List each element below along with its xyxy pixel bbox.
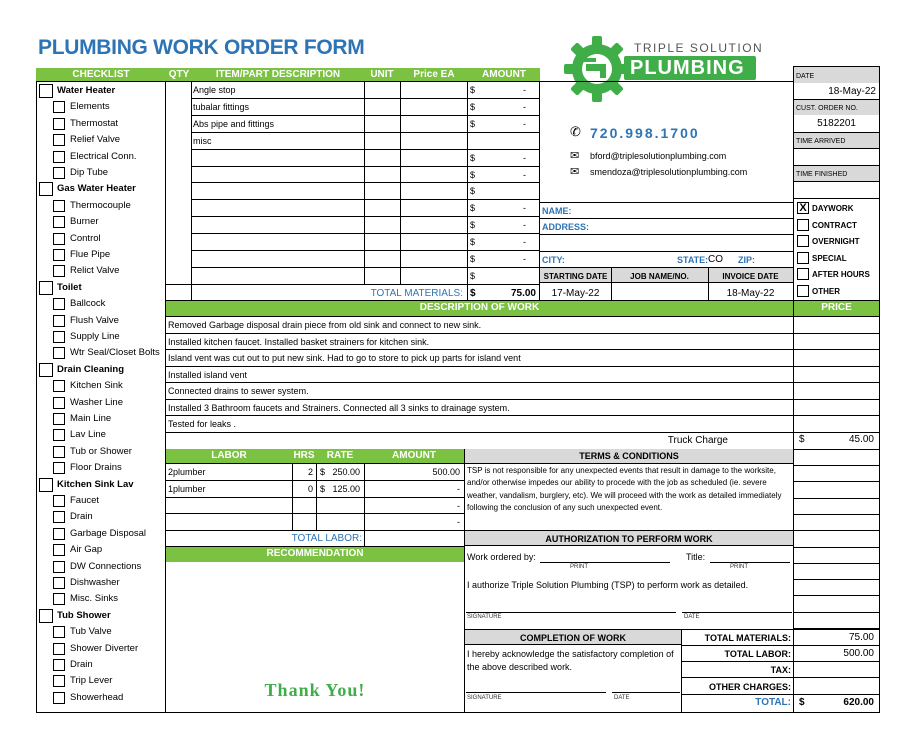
grand-total-label: TOTAL: [755, 697, 791, 708]
customer-city-label: CITY: [542, 255, 565, 265]
row-divider [793, 530, 880, 531]
checklist-checkbox[interactable] [53, 446, 65, 458]
checklist-group-label: Kitchen Sink Lav [57, 478, 134, 490]
phone-number: 720.998.1700 [590, 125, 700, 141]
row-divider [166, 480, 464, 481]
row-divider [191, 267, 540, 268]
checklist-checkbox[interactable] [53, 429, 65, 441]
row-divider [166, 497, 464, 498]
material-currency: $ [470, 152, 476, 163]
checklist-checkbox[interactable] [53, 315, 65, 327]
material-item: misc [193, 135, 212, 146]
job-type-label: OVERNIGHT [812, 237, 860, 246]
description-line: Connected drains to sewer system. [168, 386, 309, 396]
authorization-date-label: DATE [684, 614, 700, 620]
completion-date-label: DATE [614, 695, 630, 701]
checklist-item-label: Relict Valve [70, 265, 120, 277]
totals-tax-label: TAX: [770, 665, 791, 675]
terms-line: following the conclusion of any such unexpected event. [467, 502, 663, 512]
date-value: 18-May-22 [828, 86, 876, 97]
terms-line: TSP is not responsible for any unexpected events that result in damage to the worksite, [467, 466, 776, 475]
job-type-label: OTHER [812, 286, 840, 296]
material-amount: - [523, 118, 526, 129]
labor-name: 2plumber [168, 467, 206, 477]
material-currency: $ [470, 270, 476, 281]
labor-hrs-header: HRS [293, 450, 315, 461]
material-currency: $ [470, 118, 476, 129]
grand-total-cur: $ [799, 697, 805, 708]
material-amount: - [523, 203, 526, 214]
material-amount: - [523, 220, 526, 231]
checklist-checkbox[interactable] [53, 511, 65, 523]
row-divider [166, 463, 464, 464]
checklist-item-label: Relief Valve [70, 134, 120, 146]
row-divider [166, 333, 880, 334]
material-amount: - [523, 254, 526, 264]
checklist-item-label: Dip Tube [70, 167, 109, 178]
row-divider [191, 182, 540, 183]
row-divider [191, 98, 540, 99]
checklist-checkbox[interactable] [53, 528, 65, 540]
material-currency: $ [470, 169, 476, 180]
authorization-text: I authorize Triple Solution Plumbing (TSP) to perform work as detailed. [467, 580, 749, 590]
checklist-checkbox[interactable] [53, 675, 65, 687]
customer-name-label: NAME: [542, 206, 572, 216]
customer-zip-label: ZIP: [738, 255, 755, 265]
checklist-item-label: Supply Line [70, 331, 120, 342]
email-2: smendoza@triplesolutionplumbing.com [590, 167, 748, 177]
description-header: DESCRIPTION OF WORK [166, 300, 793, 316]
total-materials-cur: $ [470, 288, 476, 299]
totals-labor-label: TOTAL LABOR: [724, 649, 791, 659]
job-type-checkbox[interactable] [797, 268, 809, 280]
description-line: Tested for leaks . [168, 419, 237, 429]
checklist-item-label: Floor Drains [70, 462, 122, 474]
invoice-date-value: 18-May-22 [726, 288, 775, 299]
checklist-item-label: Tub or Shower [70, 445, 132, 457]
phone-icon: ✆ [570, 124, 581, 139]
labor-amount-header: AMOUNT [392, 450, 436, 461]
cust-order-value: 5182201 [817, 118, 856, 129]
row-divider [166, 415, 880, 416]
labor-header: LABOR [211, 450, 247, 461]
checklist-checkbox[interactable] [53, 692, 65, 704]
checklist-checkbox[interactable] [53, 643, 65, 655]
checklist-checkbox[interactable] [53, 151, 65, 163]
job-type-checkbox[interactable] [797, 219, 809, 231]
material-item: Angle stop [193, 85, 236, 95]
description-line: Installed kitchen faucet. Installed basket strainers for kitchen sink. [168, 336, 430, 347]
checklist-item-label: Flue Pipe [70, 249, 111, 260]
totals-labor-value: 500.00 [843, 648, 874, 659]
totals-materials-value: 75.00 [848, 632, 874, 643]
labor-amount: - [457, 500, 460, 511]
material-currency: $ [470, 101, 476, 112]
material-amount: - [523, 101, 526, 112]
material-currency: $ [470, 254, 476, 264]
checklist-item-label: Thermostat [70, 117, 119, 129]
checklist-item-label: Ballcock [70, 298, 106, 310]
checklist-item-label: Drain [70, 511, 93, 523]
job-type-checkbox[interactable] [797, 285, 809, 297]
labor-amount: 500.00 [432, 467, 460, 477]
checklist-checkbox[interactable] [53, 249, 65, 261]
material-currency: $ [470, 237, 476, 248]
row-divider [191, 166, 540, 167]
recommendation-header: RECOMMENDATION [166, 546, 464, 562]
row-divider [191, 233, 540, 234]
row-divider [191, 132, 540, 133]
row-divider [793, 563, 880, 564]
completion-signature-label: SIGNATURE [467, 695, 502, 701]
terms-header: TERMS & CONDITIONS [465, 449, 793, 463]
authorization-signature-label: SIGNATURE [467, 614, 502, 620]
checklist-checkbox[interactable] [39, 363, 53, 377]
checklist-group-label: Toilet [57, 281, 82, 293]
checklist-checkbox[interactable] [39, 281, 53, 295]
material-currency: $ [470, 203, 476, 214]
row-divider [793, 498, 880, 499]
checklist-checkbox[interactable] [53, 462, 65, 474]
checklist-checkbox[interactable] [39, 182, 53, 196]
checklist-checkbox[interactable] [53, 101, 65, 113]
checklist-checkbox[interactable] [53, 331, 65, 343]
labor-amount: - [457, 517, 460, 528]
row-divider [191, 115, 540, 116]
row-divider [793, 595, 880, 596]
labor-rate: 125.00 [332, 483, 360, 494]
authorization-header: AUTHORIZATION TO PERFORM WORK [465, 530, 793, 546]
customer-address-label: ADDRESS: [542, 222, 590, 232]
checklist-checkbox[interactable] [53, 380, 65, 392]
checklist-item-label: Drain [70, 659, 93, 670]
checklist-item-label: Misc. Sinks [70, 593, 119, 605]
checklist-item-label: Wtr Seal/Closet Bolts [70, 347, 160, 359]
totals-materials-label: TOTAL MATERIALS: [704, 633, 791, 643]
checklist-checkbox[interactable] [53, 577, 65, 589]
job-type-label: DAYWORK [812, 204, 854, 213]
checklist-item-label: Flush Valve [70, 314, 119, 326]
item-header: ITEM/PART DESCRIPTION [215, 69, 341, 80]
checklist-checkbox[interactable] [53, 298, 65, 310]
checklist-checkbox[interactable] [53, 118, 65, 130]
labor-rate: 250.00 [332, 467, 360, 477]
checklist-item-label: Garbage Disposal [70, 527, 147, 539]
completion-header: COMPLETION OF WORK [465, 629, 681, 645]
checklist-item-label: Showerhead [70, 691, 124, 703]
material-currency: $ [470, 85, 476, 95]
time-arrived-label: TIME ARRIVED [796, 138, 846, 145]
checklist-item-label: Thermocouple [70, 199, 131, 211]
total-materials-label: TOTAL MATERIALS: [370, 288, 463, 299]
truck-charge-cur: $ [799, 434, 805, 445]
description-line: Installed 3 Bathroom faucets and Strainers. Connected all 3 sinks to drainage system. [168, 402, 510, 413]
checklist-checkbox[interactable] [53, 397, 65, 409]
labor-rate-cur: $ [320, 483, 326, 494]
starting-date-label: STARTING DATE [543, 272, 608, 281]
row-divider [793, 514, 880, 515]
print-label-2: PRINT [730, 564, 748, 570]
checklist-checkbox[interactable] [53, 413, 65, 425]
checklist-header: CHECKLIST [72, 69, 130, 80]
customer-state-label: STATE: [677, 255, 709, 265]
logo-line2: PLUMBING [630, 57, 745, 79]
date-label: DATE [796, 73, 815, 80]
checklist-checkbox[interactable] [53, 233, 65, 245]
labor-name: 1plumber [168, 483, 206, 494]
checklist-checkbox[interactable] [53, 495, 65, 507]
row-divider [166, 399, 880, 400]
time-finished-label: TIME FINISHED [796, 171, 848, 178]
material-item: Abs pipe and fittings [193, 118, 275, 129]
thank-you-text: Thank You! [264, 680, 366, 700]
row-divider [793, 547, 880, 548]
checklist-group-label: Tub Shower [57, 609, 111, 621]
job-type-checkbox[interactable]: X [797, 202, 809, 214]
starting-date-value: 17-May-22 [551, 288, 600, 299]
checklist-item-label: Tub Valve [70, 626, 112, 638]
checklist-item-label: Shower Diverter [70, 642, 139, 654]
checklist-checkbox[interactable] [39, 84, 53, 98]
labor-rate-header: RATE [326, 450, 354, 461]
job-type-checkbox[interactable] [797, 252, 809, 264]
qty-header: QTY [168, 69, 190, 80]
completion-line2: the above described work. [467, 662, 573, 672]
completion-line1: I hereby acknowledge the satisfactory completion of [467, 649, 674, 659]
checklist-checkbox[interactable] [53, 216, 65, 228]
unit-header: UNIT [370, 69, 394, 80]
checklist-checkbox[interactable] [53, 626, 65, 638]
description-line: Island vent was cut out to put new sink. Had to go to store to pick up parts for island vent [168, 353, 521, 363]
labor-hrs: 0 [307, 483, 313, 494]
checklist-checkbox[interactable] [53, 134, 65, 146]
title-label: Title: [686, 552, 706, 562]
price-header: PRICE [794, 300, 879, 316]
checklist-checkbox[interactable] [39, 478, 53, 492]
row-divider [191, 250, 540, 251]
checklist-checkbox[interactable] [53, 200, 65, 212]
email-1: bford@triplesolutionplumbing.com [590, 151, 727, 161]
description-line: Installed island vent [168, 369, 248, 380]
row-divider [793, 612, 880, 613]
job-name-label: JOB NAME/NO. [630, 272, 689, 281]
checklist-checkbox[interactable] [53, 167, 65, 179]
price-ea-header: Price EA [413, 69, 455, 80]
material-amount: - [523, 237, 526, 248]
checklist-item-label: Control [70, 232, 101, 244]
row-divider [793, 481, 880, 482]
labor-rate-cur: $ [320, 467, 326, 477]
material-amount: - [523, 152, 526, 163]
row-divider [191, 199, 540, 200]
checklist-item-label: DW Connections [70, 560, 142, 572]
truck-charge-label: Truck Charge [667, 435, 728, 446]
labor-hrs: 2 [307, 467, 313, 477]
checklist-checkbox[interactable] [53, 593, 65, 605]
material-currency: $ [470, 220, 476, 231]
totals-other-label: OTHER CHARGES: [708, 682, 791, 692]
job-type-label: SPECIAL [812, 253, 847, 263]
grand-total-value: 620.00 [843, 697, 874, 708]
total-labor-label: TOTAL LABOR: [291, 533, 362, 544]
row-divider [191, 149, 540, 150]
checklist-item-label: Elements [70, 101, 110, 113]
row-divider [166, 366, 880, 367]
checklist-checkbox[interactable] [53, 659, 65, 671]
work-ordered-by-label: Work ordered by: [467, 552, 536, 562]
description-line: Removed Garbage disposal drain piece from old sink and connect to new sink. [168, 320, 482, 330]
truck-charge-value: 45.00 [848, 434, 874, 445]
terms-line: weather, vandalism, burglery, etc). We will proceed with the work as detailed immediately [467, 490, 782, 500]
material-currency: $ [470, 186, 476, 197]
checklist-checkbox[interactable] [39, 609, 53, 623]
page-title: PLUMBING WORK ORDER FORM [38, 36, 365, 59]
checklist-item-label: Lav Line [70, 429, 106, 441]
envelope-icon: ✉ [570, 166, 580, 178]
customer-state-value: CO [708, 254, 723, 265]
material-item: tubalar fittings [193, 101, 250, 112]
checklist-group-label: Drain Cleaning [57, 363, 125, 375]
checklist-item-label: Electrical Conn. [70, 150, 137, 162]
row-divider [166, 513, 464, 514]
envelope-icon: ✉ [570, 150, 580, 162]
row-divider [793, 465, 880, 466]
print-label: PRINT [570, 564, 588, 570]
job-type-checkbox[interactable] [797, 235, 809, 247]
checklist-item-label: Main Line [70, 413, 112, 424]
checklist-checkbox[interactable] [53, 561, 65, 573]
checklist-item-label: Air Gap [70, 544, 103, 556]
checklist-checkbox[interactable] [53, 347, 65, 359]
checklist-checkbox[interactable] [53, 265, 65, 277]
checklist-item-label: Washer Line [70, 396, 123, 408]
invoice-date-label: INVOICE DATE [722, 272, 779, 281]
checklist-group-label: Gas Water Heater [57, 183, 136, 195]
row-divider [793, 579, 880, 580]
material-amount: - [523, 85, 526, 95]
cust-order-label: CUST. ORDER NO. [796, 105, 858, 112]
checklist-item-label: Faucet [70, 495, 100, 506]
checklist-item-label: Burner [70, 216, 99, 228]
checklist-checkbox[interactable] [53, 544, 65, 556]
row-divider [191, 216, 540, 217]
row-divider [166, 349, 880, 350]
checklist-item-label: Kitchen Sink [70, 380, 123, 392]
logo-line1: TRIPLE SOLUTION [634, 41, 764, 55]
checklist-group-label: Water Heater [57, 85, 116, 96]
checklist-item-label: Dishwasher [70, 577, 120, 588]
row-divider [166, 316, 880, 317]
total-materials-value: 75.00 [510, 288, 536, 299]
job-type-label: CONTRACT [812, 220, 857, 230]
terms-line: and/or otherwise impedes our ability to procede with the job as scheduled (ie. severe [467, 478, 767, 488]
checklist-item-label: Trip Lever [70, 675, 113, 687]
labor-amount: - [457, 483, 460, 494]
amount-header: AMOUNT [482, 69, 526, 80]
row-divider [166, 382, 880, 383]
job-type-label: AFTER HOURS [812, 270, 870, 279]
material-amount: - [523, 169, 526, 180]
row-divider [166, 432, 880, 433]
